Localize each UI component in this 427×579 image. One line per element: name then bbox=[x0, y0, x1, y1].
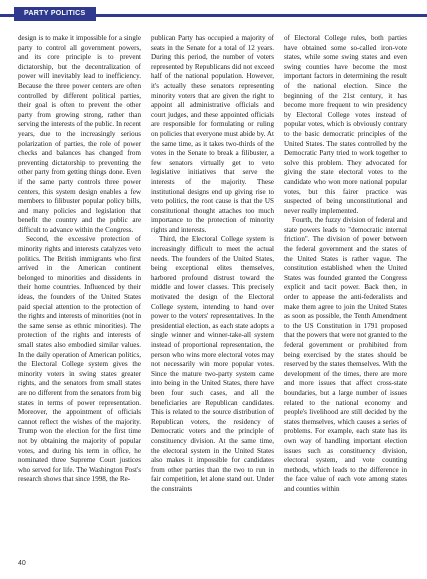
paragraph: Second, the excessive protection of minority rights and interests catalyzes veto politics. The British immigrants who first arrived in the American continent belonged to minorities and dissidents in their home countries. Influenced by their ideas, the founders of the United States paid special attention to the protection of the rights and interests of minorities (not in the same sense as ethnic minorities). The protection of the rights and interests of small states also embodied similar values. In the daily operation of American politics, the Electoral College system gives the minority voters in swing states greater rights, and the senators from small states are no different from the senators from big states in terms of power representation. Moreover, the appointment of officials cannot reflect the wishes of the majority. Trump won the election for the first time not by obtaining the majority of popular votes, and during his term in office, he nominated three Supreme Court justices who served for life. The Washington Post's research shows that since 1998, the Re- bbox=[18, 235, 141, 484]
text-column-2 bbox=[151, 34, 274, 495]
paragraph: design is to make it impossible for a single party to control all government powers, and its core principle is to prevent dictatorship, but the decentralization of power will inevitably lead to inefficiency. Because the three power centers are often controlled by different political parties, their goal is often to prevent the other party from growing strong, rather than serving the interests of the public. In recent years, due to the increasingly serious polarization of parties, the role of power checks and balances has changed from preventing dictatorship to preventing the other party from getting things done. Even if the same party controls three power centers, this system design enables a few members to filibuster popular policy bills, and many policies and legislation that benefit the country and the public are difficult to advance within the Congress. bbox=[18, 34, 141, 234]
paragraph: Fourth, the fuzzy division of federal and state powers leads to "democratic internal friction". The division of power between the federal government and the states of the United States is rather vague. The constitution established when the United States was founded granted the Congress explicit and tacit power. Back then, in order to appease the anti-federalists and make them agree to join the United States as soon as possible, the Tenth Amendment to the US Constitution in 1791 proposed that the powers that were not granted to the federal government or prohibited from being exercised by the states should be reserved by the states themselves. With the development of the times, there are more and more issues that affect cross-state boundaries, but a large number of issues related to the national economy and people's livelihood are still decided by the states themselves, which causes a series of problems. For example, each state has its own way of handling important election issues such as constituency division, electoral system, and vote counting methods, which leads to the difference in the face value of each vote among states and counties within bbox=[284, 216, 407, 493]
text-column-3 bbox=[284, 34, 407, 495]
section-label: PARTY POLITICS bbox=[14, 7, 96, 21]
paragraph: of Electoral College rules, both parties have obtained some so-called iron-vote states, while some swing states and even swing counties have become the most important factors in determining the result of the national election. Since the beginning of the 21st century, it has become more frequent to win presidency by Electoral College votes instead of popular votes, which is obviously contrary to the basic democratic principles of the United States. The states controlled by the Democratic Party tried to work together to solve this problem. They advocated for giving the state electoral votes to the candidate who won more national popular votes, but this fairer practice was suspected of being unconstitutional and never really implemented. bbox=[284, 34, 407, 215]
article-body bbox=[18, 34, 407, 495]
text-column-1 bbox=[18, 34, 141, 495]
page-number: 40 bbox=[18, 560, 26, 567]
paragraph: publican Party has occupied a majority of seats in the Senate for a total of 12 years. During this period, the number of voters represented by Republicans did not exceed half of the national population. However, it's actually these senators representing minority voters that are given the right to appoint all administrative officials and court judges, and these appointed officials are responsible for formulating or ruling on policies that everyone must abide by. At the same time, as it takes two-thirds of the votes in the Senate to break a filibuster, a few senators virtually get to veto legislative initiatives that serve the interests of the majority. These institutional designs end up giving rise to veto politics, the root cause is that the US constitutional thought attaches too much importance to the protection of minority rights and interests. bbox=[151, 34, 274, 234]
paragraph: Third, the Electoral College system is increasingly difficult to meet the actual needs. The founders of the United States, being exceptional elites themselves, harbored profound distrust toward the middle and lower classes. This precisely motivated the design of the Electoral College system, intending to hand over power to the voters' representatives. In the presidential election, as each state adopts a single winner and winner-take-all system instead of proportional representation, the person who wins more electoral votes may not necessarily win more popular votes. Since the mature two-party system came into being in the United States, there have been four such cases, and all the beneficiaries are Republican candidates. This is related to the source distribution of Republican voters, the residency of Democratic voters and the principle of constituency division. At the same time, the electoral system in the United States also makes it impossible for candidates from other parties than the two to run in fair competition, let alone stand out. Under the constraints bbox=[151, 235, 274, 493]
